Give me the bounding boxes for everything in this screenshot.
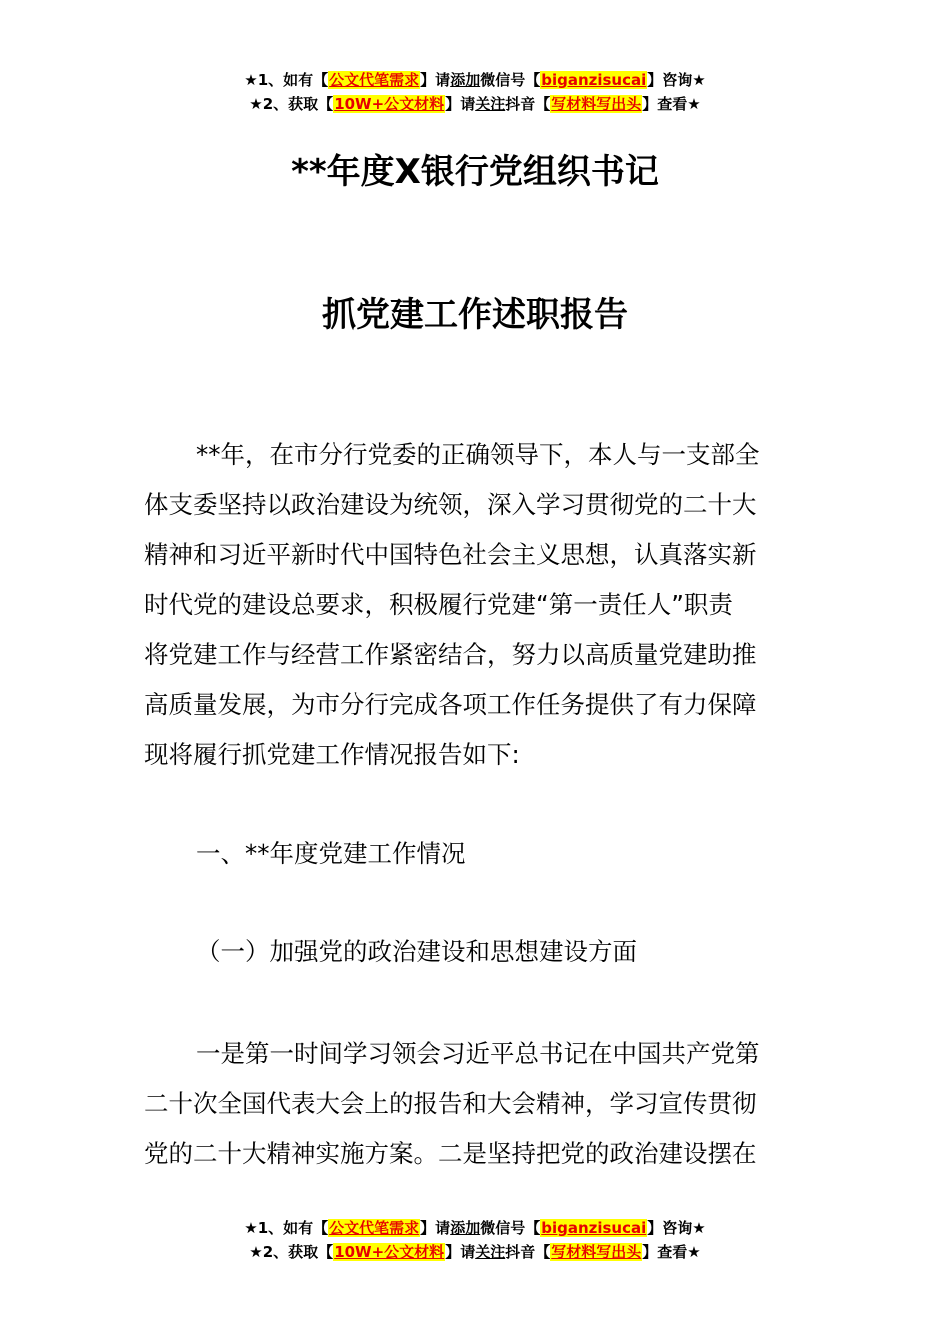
- paragraph-line: 时代党的建设总要求，积极履行党建“第一责任人”职责: [144, 590, 733, 619]
- banner-text: 】咨询★: [647, 1219, 706, 1237]
- banner-text: 】请: [420, 1219, 451, 1237]
- document-title-line-2: 抓党建工作述职报告: [322, 295, 628, 335]
- banner-underlined-text: 关注: [475, 1243, 506, 1261]
- paragraph-line: 体支委坚持以政治建设为统领，深入学习贯彻党的二十大: [144, 490, 757, 519]
- highlight-service: 公文代笔需求: [329, 71, 420, 89]
- banner-line-1: [0, 68, 950, 92]
- banner-text: 微信号【: [480, 71, 541, 89]
- banner-text: 】请: [445, 95, 476, 113]
- paragraph-line: 精神和习近平新时代中国特色社会主义思想，认真落实新: [144, 540, 757, 569]
- paragraph-line: 高质量发展，为市分行完成各项工作任务提供了有力保障: [144, 690, 757, 719]
- banner-text: ★2、获取【: [249, 95, 334, 113]
- highlight-wechat-id: biganzisucai: [541, 71, 647, 89]
- banner-underlined-text: 关注: [475, 95, 506, 113]
- subsection-heading-text: （一）加强党的政治建设和思想建设方面: [196, 937, 637, 966]
- document-title-line-1: **年度X银行党组织书记: [291, 152, 659, 192]
- paragraph-line: 一是第一时间学习领会习近平总书记在中国共产党第: [196, 1039, 760, 1068]
- banner-text: 微信号【: [480, 1219, 541, 1237]
- body-paragraph: [144, 1029, 812, 1179]
- paragraph-line: 党的二十大精神实施方案。二是坚持把党的政治建设摆在: [144, 1139, 757, 1168]
- banner-underlined-text: 添加: [450, 1219, 481, 1237]
- banner-text: ★1、如有【: [244, 71, 329, 89]
- highlight-wechat-id: biganzisucai: [541, 1219, 647, 1237]
- banner-text: 】咨询★: [647, 71, 706, 89]
- highlight-materials: 10W+公文材料: [334, 95, 445, 113]
- banner-text: 】请: [420, 71, 451, 89]
- highlight-service: 公文代笔需求: [329, 1219, 420, 1237]
- header-banner: [0, 68, 950, 116]
- highlight-douyin-account: 写材料写出头: [551, 95, 642, 113]
- banner-text: 】查看★: [642, 1243, 701, 1261]
- banner-line-2: [0, 1240, 950, 1264]
- banner-text: 】查看★: [642, 95, 701, 113]
- banner-text: 】请: [445, 1243, 476, 1261]
- banner-line-2: [0, 92, 950, 116]
- paragraph-line: 将党建工作与经营工作紧密结合，努力以高质量党建助推: [144, 640, 757, 669]
- paragraph-line: **年，在市分行党委的正确领导下，本人与一支部全: [196, 440, 760, 469]
- paragraph-line: 现将履行抓党建工作情况报告如下:: [144, 740, 520, 769]
- banner-text: ★2、获取【: [249, 1243, 334, 1261]
- subsection-heading: [144, 927, 812, 977]
- intro-paragraph: [144, 430, 812, 780]
- banner-text: 抖音【: [505, 95, 551, 113]
- banner-underlined-text: 添加: [450, 71, 481, 89]
- banner-line-1: [0, 1216, 950, 1240]
- paragraph-line: 二十次全国代表大会上的报告和大会精神，学习宣传贯彻: [144, 1089, 757, 1118]
- section-heading-text: 一、**年度党建工作情况: [196, 839, 466, 868]
- highlight-materials: 10W+公文材料: [334, 1243, 445, 1261]
- footer-banner: [0, 1216, 950, 1264]
- banner-text: ★1、如有【: [244, 1219, 329, 1237]
- highlight-douyin-account: 写材料写出头: [551, 1243, 642, 1261]
- banner-text: 抖音【: [505, 1243, 551, 1261]
- section-heading: [144, 829, 812, 879]
